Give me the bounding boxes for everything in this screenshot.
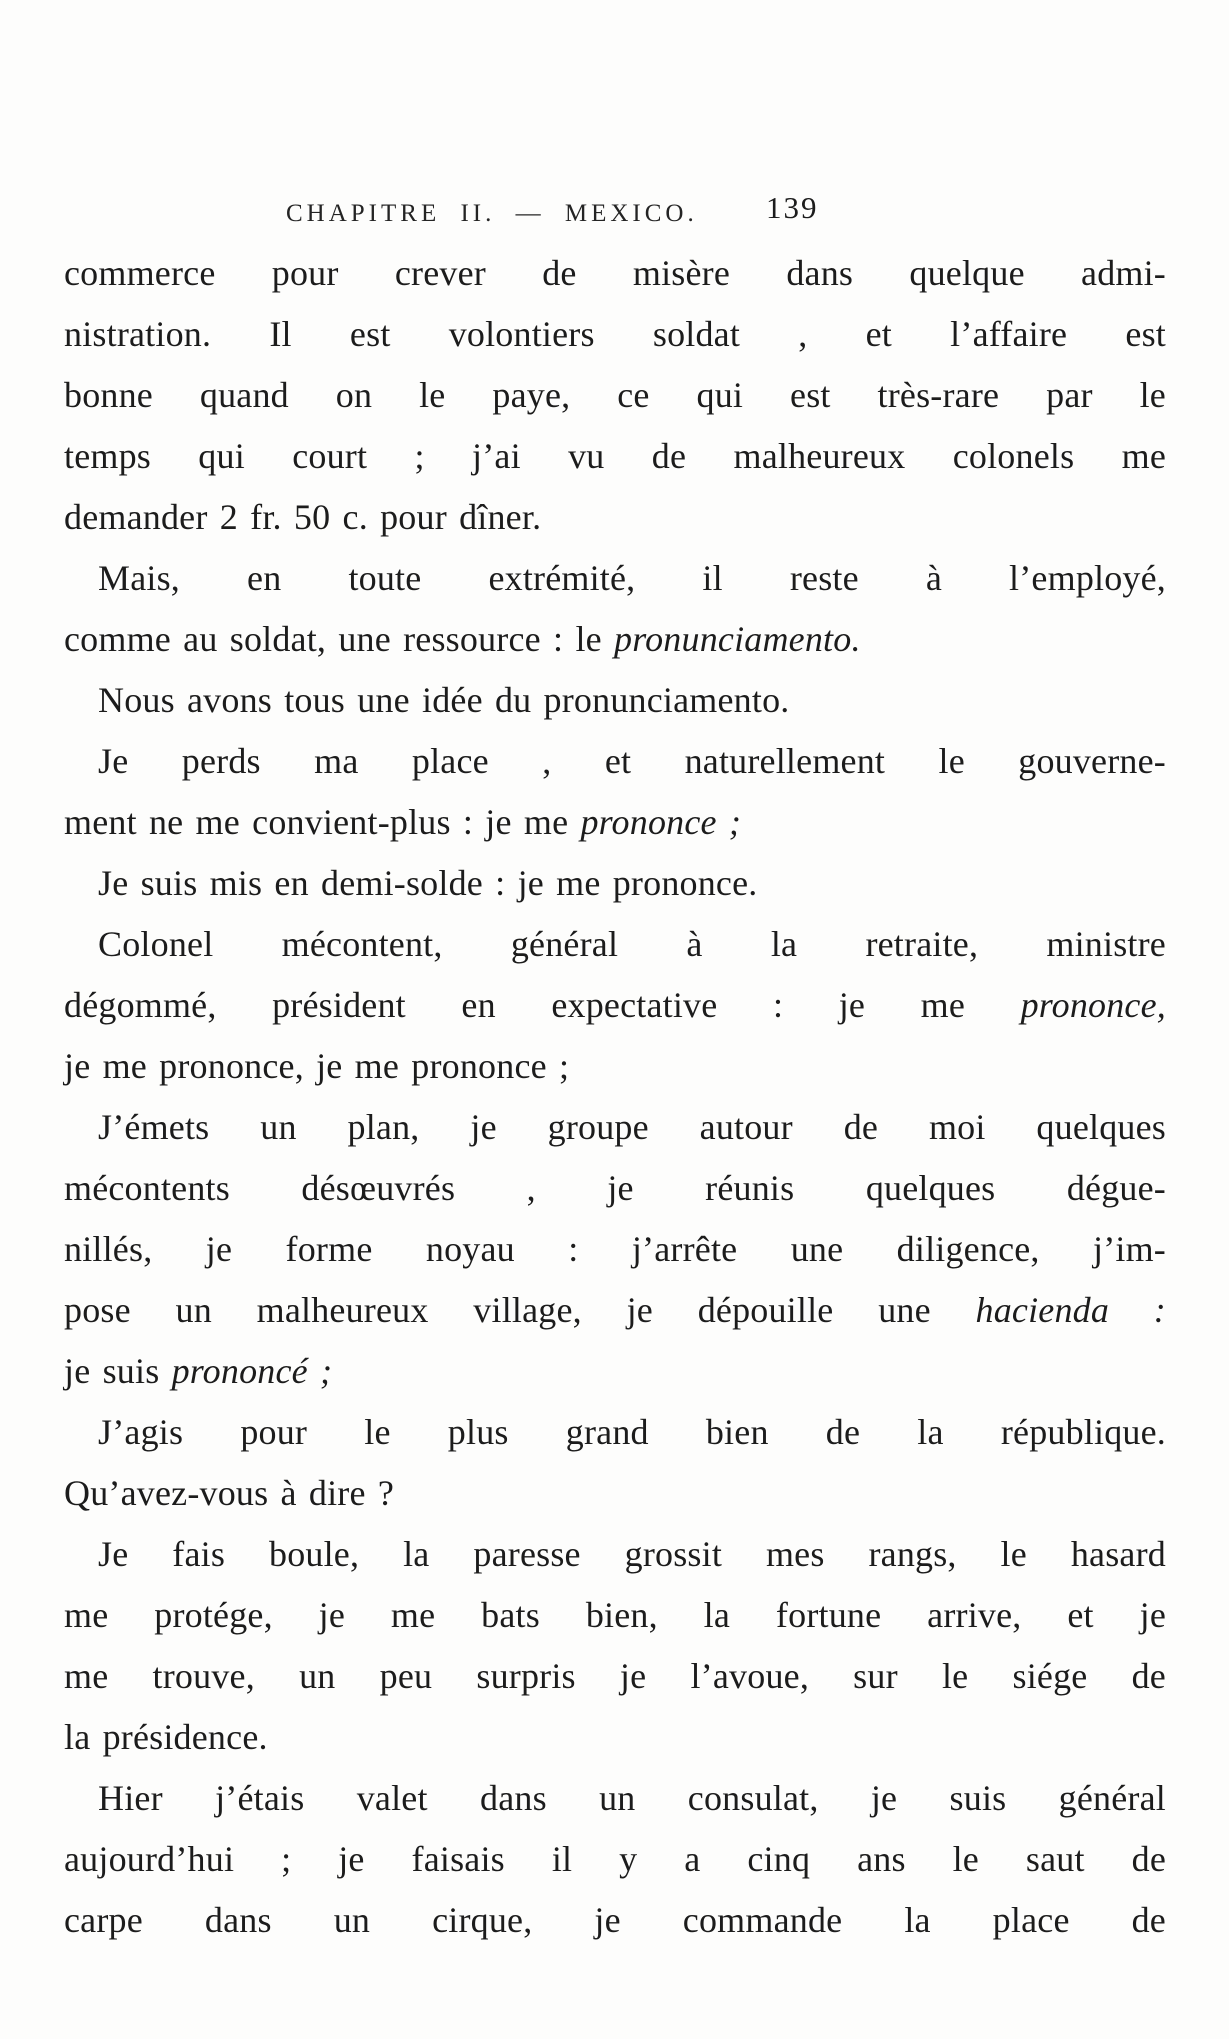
text-line — [64, 487, 1166, 548]
text-segment: Je suis mis en demi-solde : je me prononce. — [98, 863, 758, 903]
text-line — [64, 1646, 1166, 1707]
text-segment: dégommé, président en expectative : je me — [64, 985, 1021, 1025]
text-segment: Mais, en toute extrémité, il reste à l’employé, — [98, 558, 1166, 598]
text-line — [64, 304, 1166, 365]
text-line — [64, 1890, 1166, 1951]
text-segment: J’émets un plan, je groupe autour de moi quelques — [98, 1107, 1166, 1147]
paragraph — [64, 914, 1166, 1097]
text-line — [64, 853, 1166, 914]
text-line — [64, 975, 1166, 1036]
text-line — [64, 1707, 1166, 1768]
text-line — [64, 1341, 1166, 1402]
italic-text: hacienda : — [975, 1290, 1166, 1330]
text-line — [64, 1280, 1166, 1341]
text-segment: nistration. Il est volontiers soldat , et l’affaire est — [64, 314, 1166, 354]
italic-text: prononce ; — [580, 802, 742, 842]
paragraph — [64, 1402, 1166, 1524]
text-segment: ment ne me convient-plus : je me — [64, 802, 581, 842]
text-line — [64, 1219, 1166, 1280]
text-line — [64, 426, 1166, 487]
text-line — [64, 670, 1166, 731]
text-segment: la présidence. — [64, 1717, 268, 1757]
text-line — [64, 1768, 1166, 1829]
paragraph — [64, 731, 1166, 853]
text-line — [64, 1524, 1166, 1585]
text-line — [64, 365, 1166, 426]
text-segment: nillés, je forme noyau : j’arrête une diligence, j’im- — [64, 1229, 1166, 1269]
page-body — [64, 243, 1166, 1951]
text-line — [64, 914, 1166, 975]
text-line — [64, 243, 1166, 304]
text-segment: demander 2 fr. 50 c. pour dîner. — [64, 497, 542, 537]
text-segment: Je fais boule, la paresse grossit mes rangs, le hasard — [98, 1534, 1166, 1574]
paragraph — [64, 548, 1166, 670]
paragraph — [64, 670, 1166, 731]
text-segment: Colonel mécontent, général à la retraite, ministre — [98, 924, 1166, 964]
text-segment: bonne quand on le paye, ce qui est très-rare par le — [64, 375, 1166, 415]
paragraph — [64, 1097, 1166, 1402]
text-line — [64, 792, 1166, 853]
text-segment: carpe dans un cirque, je commande la place de — [64, 1900, 1166, 1940]
paragraph — [64, 243, 1166, 548]
text-segment: J’agis pour le plus grand bien de la république. — [98, 1412, 1166, 1452]
text-segment: commerce pour crever de misère dans quelque admi- — [64, 253, 1166, 293]
text-segment: Nous avons tous une idée du pronunciamento. — [98, 680, 790, 720]
text-line — [64, 1402, 1166, 1463]
text-segment: je suis — [64, 1351, 172, 1391]
paragraph — [64, 1524, 1166, 1768]
text-segment: je me prononce, je me prononce ; — [64, 1046, 570, 1086]
text-segment: mécontents désœuvrés , je réunis quelques dégue- — [64, 1168, 1166, 1208]
text-line — [64, 1585, 1166, 1646]
text-segment: pose un malheureux village, je dépouille une — [64, 1290, 976, 1330]
text-line — [64, 731, 1166, 792]
running-header: CHAPITRE II. — MEXICO. — [286, 200, 698, 227]
italic-text: prononcé ; — [171, 1351, 333, 1391]
text-segment: Qu’avez-vous à dire ? — [64, 1473, 395, 1513]
text-line — [64, 548, 1166, 609]
text-line — [64, 1463, 1166, 1524]
text-segment: me protége, je me bats bien, la fortune arrive, et je — [64, 1595, 1166, 1635]
paragraph — [64, 853, 1166, 914]
text-line — [64, 1158, 1166, 1219]
page-number: 139 — [766, 190, 819, 225]
text-line — [64, 1829, 1166, 1890]
text-segment: temps qui court ; j’ai vu de malheureux colonels me — [64, 436, 1166, 476]
text-segment: Hier j’étais valet dans un consulat, je suis général — [98, 1778, 1166, 1818]
italic-text: pronunciamento. — [614, 619, 861, 659]
paragraph — [64, 1768, 1166, 1951]
text-line — [64, 1036, 1166, 1097]
text-segment: aujourd’hui ; je faisais il y a cinq ans le saut de — [64, 1839, 1166, 1879]
text-line — [64, 1097, 1166, 1158]
text-line — [64, 609, 1166, 670]
text-segment: Je perds ma place , et naturellement le gouverne- — [98, 741, 1166, 781]
text-segment: me trouve, un peu surpris je l’avoue, sur le siége de — [64, 1656, 1166, 1696]
text-segment: comme au soldat, une ressource : le — [64, 619, 615, 659]
italic-text: prononce, — [1020, 985, 1166, 1025]
